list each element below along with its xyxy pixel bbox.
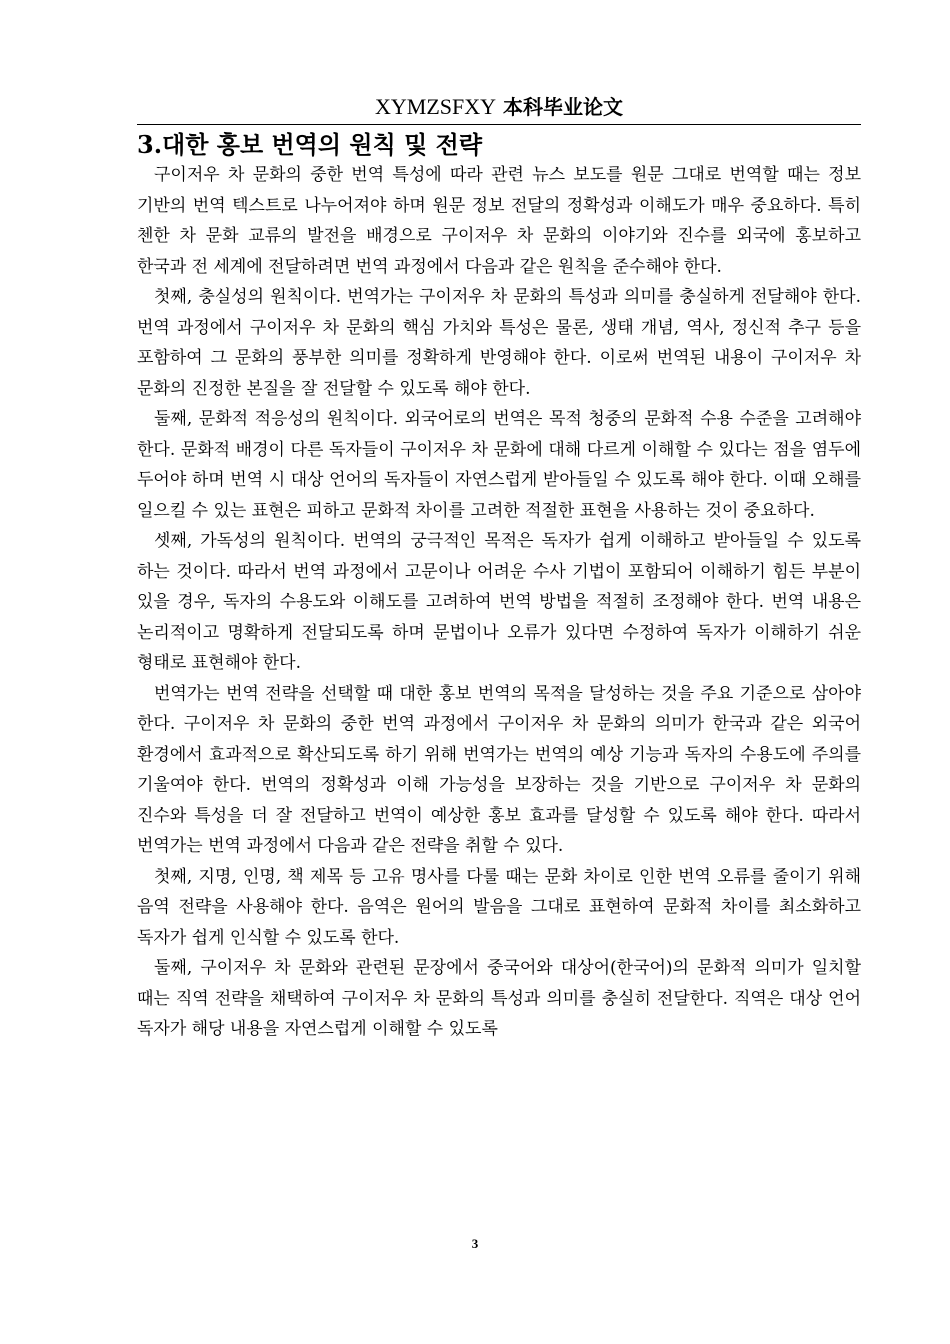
page-number: 3 [471,1236,479,1251]
paragraph-strategy-intro: 번역가는 번역 전략을 선택할 때 대한 홍보 번역의 목적을 달성하는 것을 주요 기준으로 삼아야 한다. 구이저우 차 문화의 중한 번역 과정에서 구이저우 차 문화의 의미가 한국과 같은 외국어 환경에서 효과적으로 확산되도록 하기 위해 번역가는 번역의 예상 기능과 독자의 수용도에 주의를 기울여야 한다. 번역의 정확성과 이해 가능성을 보장하는 것을 기반으로 구이저우 차 문화의 진수와 특성을 더 잘 전달하고 번역이 예상한 홍보 효과를 달성할 수 있도록 해야 한다. 따라서 번역가는 번역 과정에서 다음과 같은 전략을 취할 수 있다. [137,683,861,856]
paragraph-faithfulness-principle: 첫째, 충실성의 원칙이다. 번역가는 구이저우 차 문화의 특성과 의미를 충실하게 전달해야 한다. 번역 과정에서 구이저우 차 문화의 핵심 가치와 특성은 물론, 생태 개념, 역사, 정신적 추구 등을 포함하여 그 문화의 풍부한 의미를 정확하게 반영해야 한다. 이로써 번역된 내용이 구이저우 차 문화의 진정한 본질을 잘 전달할 수 있도록 해야 한다. [137,287,861,399]
paragraph-cultural-adaptability-principle: 둘째, 문화적 적응성의 원칙이다. 외국어로의 번역은 목적 청중의 문화적 수용 수준을 고려해야 한다. 문화적 배경이 다른 독자들이 구이저우 차 문화에 대해 다르게 이해할 수 있다는 점을 염두에 두어야 하며 번역 시 대상 언어의 독자들이 자연스럽게 받아들일 수 있도록 해야 한다. 이때 오해를 일으킬 수 있는 표현은 피하고 문화적 차이를 고려한 적절한 표현을 사용하는 것이 중요하다. [137,409,861,521]
running-header [137,92,861,122]
header-rule [137,124,861,125]
paragraph-intro: 구이저우 차 문화의 중한 번역 특성에 따라 관련 뉴스 보도를 원문 그대로 번역할 때는 정보 기반의 번역 텍스트로 나누어져야 하며 원문 정보 전달의 정확성과 이해도가 매우 중요하다. 특히 첸한 차 문화 교류의 발전을 배경으로 구이저우 차 문화의 이야기와 진수를 외국에 홍보하고 한국과 전 세계에 전달하려면 번역 과정에서 다음과 같은 원칙을 준수해야 한다. [137,165,861,277]
header-latin-text: XYMZSFXY [374,94,497,119]
paragraph-literal-translation-strategy: 둘째, 구이저우 차 문화와 관련된 문장에서 중국어와 대상어(한국어)의 문화적 의미가 일치할 때는 직역 전략을 채택하여 구이저우 차 문화의 특성과 의미를 충실히 전달한다. 직역은 대상 언어 독자가 해당 내용을 자연스럽게 이해할 수 있도록 [137,958,861,1039]
paragraph-transliteration-strategy: 첫째, 지명, 인명, 책 제목 등 고유 명사를 다룰 때는 문화 차이로 인한 번역 오류를 줄이기 위해 음역 전략을 사용해야 한다. 음역은 원어의 발음을 그대로 표현하여 문화적 차이를 최소화하고 독자가 쉽게 인식할 수 있도록 한다. [137,866,861,948]
body-text [137,160,861,1045]
header-cjk-text: 本科毕业论文 [503,95,624,119]
section-heading: 3.대한 홍보 번역의 원칙 및 전략 [137,130,483,159]
paragraph-readability-principle: 셋째, 가독성의 원칙이다. 번역의 궁극적인 목적은 독자가 쉽게 이해하고 받아들일 수 있도록 하는 것이다. 따라서 번역 과정에서 고문이나 어려운 수사 기법이 포함되어 이해하기 힘든 부분이 있을 경우, 독자의 수용도와 이해도를 고려하여 번역 방법을 적절히 조정해야 한다. 번역 내용은 논리적이고 명확하게 전달되도록 하며 문법이나 오류가 있다면 수정하여 독자가 이해하기 쉬운 형태로 표현해야 한다. [137,531,861,673]
